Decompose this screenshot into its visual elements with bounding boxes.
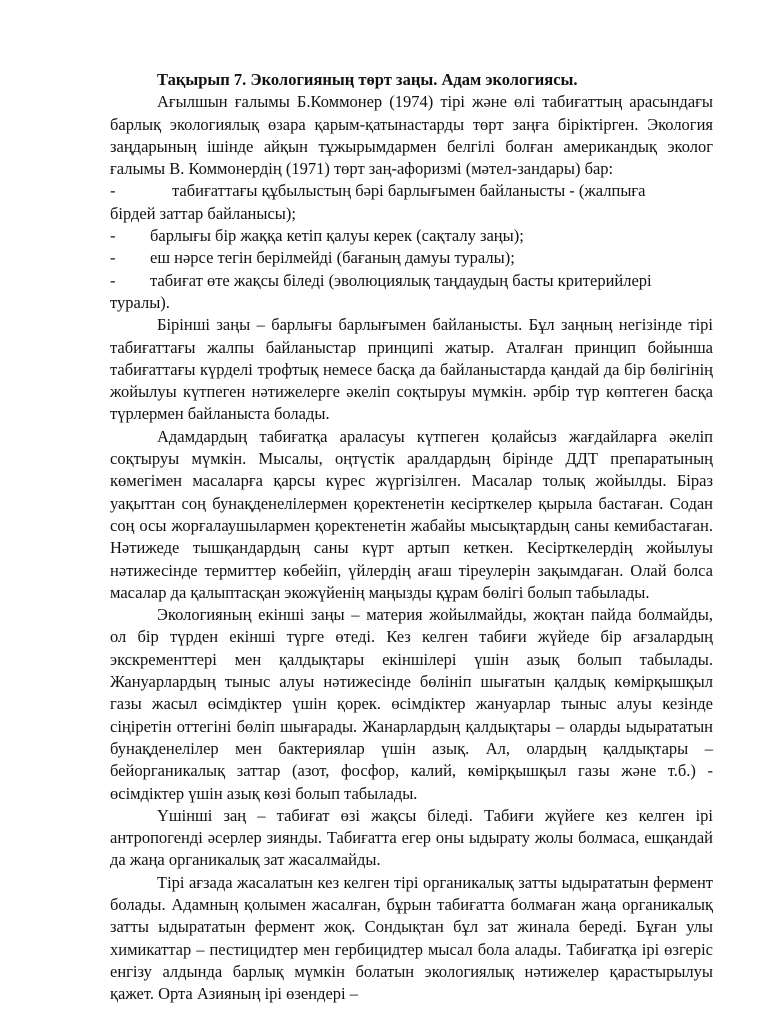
- list-item: [110, 270, 713, 315]
- body-paragraph-first-law: Бірінші заңы – барлығы барлығымен байланысты. Бұл заңның негізінде тірі табиғаттағы жалпы байланыстар принципі жатыр. Аталған принцип бойынша табиғаттағы күрделі трофтық немесе басқа да байланыстарда қандай да бір бөлігінің жойылуы күтпеген нәтижелерге әкеліп соқтыруы мүмкін. әрбір түр көптеген басқа түрлермен байланыста болады.: [110, 315, 713, 424]
- page-title: Тақырып 7. Экологияның төрт заңы. Адам экологиясы.: [157, 70, 578, 89]
- body-paragraph-third-law: Үшінші заң – табиғат өзі жақсы біледі. Табиғи жүйеге кез келген ірі антропогенді әсерлер зиянды. Табиғатта егер оны ыдырату жолы болмаса, ешқандай да жаңа органикалық зат жасалмайды.: [110, 805, 713, 870]
- body-paragraph-example: Адамдардың табиғатқа араласуы күтпеген қолайсыз жағдайларға әкеліп соқтыруы мүмкін. Мысалы, оңтүстік аралдардың бірінде ДДТ препаратының көмегімен масаларға қарсы күрес жүргізілген. Масалар толық жойылды. Біраз уақыттан соң бунақденелілермен қоректенетін кесірткелер қырыла бастаған. Содан соң осы жорғалаушылармен қоректенетін жабайы мысықтардың саны кемибастаған. Нәтижеде тышқандардың саны күрт артып кеткен. Кесірткелердің жойылуы нәтижесінде термиттер көбейіп, үйлердің ағаш тіреулерін зақымдаған. Олай болса масалар да қалыптасқан экожүйенің маңызды құрам бөлігі болып табылады.: [110, 426, 713, 602]
- list-item: [110, 247, 713, 269]
- list-item: [110, 180, 713, 225]
- body-paragraph-second-law: Экологияның екінші заңы – материя жойылмайды, жоқтан пайда болмайды, ол бір түрден екінші түрге өтеді. Кез келген табиғи жүйеде бір ағзалардың экскременттері мен қалдықтары екіншілері үшін азық болып табылады. Жануарлардың тыныс алуы нәтижесінде бөлініп шығатын қалдық көмірқышқыл газы жасыл өсімдіктер үшін қорек. өсімдіктер жануарлар тыныс алуы кезінде сіңіретін оттегіні бөліп шығарады. Жанарлардың қалдықтары – оларды ыдырататын бунақденелілер мен бактериялар үшін азық. Ал, олардың қалдықтары – бейорганикалық заттар (азот, фосфор, калий, көмірқышқыл газы және т.б.) - өсімдіктер үшін азық көзі болып табылады.: [110, 605, 713, 803]
- list-item-text-continued: туралы).: [110, 292, 170, 312]
- body-paragraph-enzymes: Тірі ағзада жасалатын кез келген тірі органикалық затты ыдырататын фермент болады. Адамның қолымен жасалған, бұрын табиғатта болмаған жаңа органикалық затты ыдырататын фермент жоқ. Сондықтан бұл зат жинала береді. Бұған улы химикаттар – пестицидтер мен гербицидтер мысал бола алады. Табиғатқа ірі өзгеріс енгізу алдында барлық мүмкін болатын экологиялық нәтижелер қарастырылуы қажет. Орта Азияның ірі өзендері –: [110, 872, 713, 1004]
- list-item: [110, 225, 713, 247]
- list-item-text: еш нәрсе тегін берілмейді (бағаның дамуы туралы);: [150, 248, 515, 268]
- list-item-text: табиғаттағы құбылыстың бәрі барлығымен байланысты - (жалпыға: [172, 181, 646, 201]
- list-item-text: барлығы бір жаққа кетіп қалуы керек (сақталу заңы);: [150, 226, 524, 246]
- list-marker: -: [110, 270, 116, 290]
- intro-paragraph: Ағылшын ғалымы Б.Коммонер (1974) тірі және өлі табиғаттың арасындағы барлық экологиялық өзара қарым-қатынастарды төрт заңға біріктірген. Экология заңдарының ішінде айқын тұжырымдармен белгілі болған американдық эколог ғалымы В. Коммонердің (1971) төрт заң-афоризмі (мәтел-зандары) бар:: [110, 92, 713, 179]
- list-item-text-continued: бірдей заттар байланысы);: [110, 203, 296, 223]
- list-marker: -: [110, 226, 116, 246]
- laws-list: [110, 180, 713, 314]
- list-item-text: табиғат өте жақсы біледі (эволюциялық таңдаудың басты критерийлері: [150, 270, 652, 290]
- list-marker: -: [110, 181, 116, 201]
- list-marker: -: [110, 248, 116, 268]
